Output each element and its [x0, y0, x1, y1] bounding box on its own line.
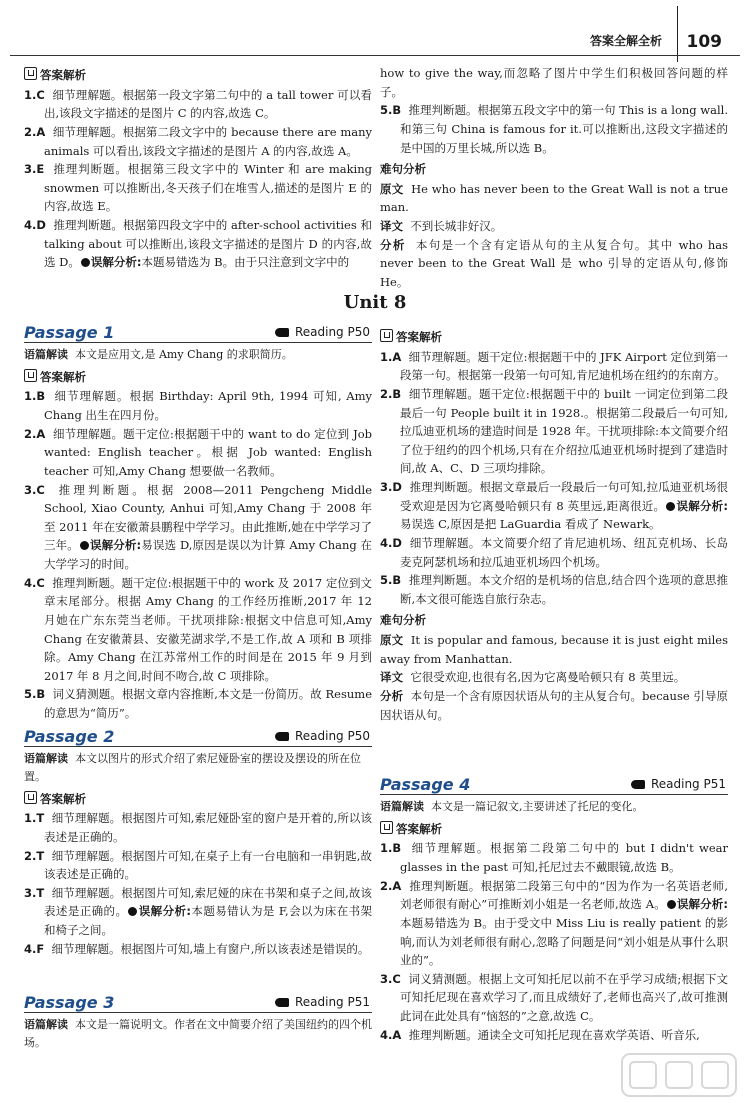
unit-title: Unit 8 — [343, 292, 407, 313]
analysis: 分析 本句是一个含有原因状语从句的主从复合句。because 引导原因状语从句。 — [380, 688, 729, 722]
pointing-hand-icon — [275, 998, 289, 1007]
lock-icon — [24, 369, 37, 382]
answer-heading: 答案解析 — [24, 790, 372, 809]
translation: 译文 不到长城非好汉。 — [380, 219, 503, 233]
answer-item: 3.E 推理判断题。根据第三段文字中的 Winter 和 are making snowmen 可以推断出,冬天孩子们在堆雪人,描述的是图片 E 的内容,故选 E。 — [24, 162, 372, 214]
lock-icon — [380, 329, 393, 342]
continued-text: how to give the way,而忽略了图片中学生们积极回答问题的样子。 — [380, 66, 728, 99]
error-bullet-icon — [666, 502, 675, 511]
top-left-section — [24, 64, 372, 272]
passage-3 — [24, 992, 372, 1056]
lock-icon — [24, 791, 37, 804]
answer-item: 3.C 推理判断题。根据 2008—2011 Pengcheng Middle School, Xiao County, Anhui 可知,Amy Chang 于 2008 年至 2011 年在安徽萧县鹏程中学学习。由此推断,她在中学学习了三年。 误解分析:易误选 D,原因是误以为计算 Amy Chang 在大学学习的时间。 — [24, 482, 373, 572]
page-header — [0, 0, 750, 60]
passage-header — [24, 726, 372, 747]
passage-title: Passage 4 — [380, 775, 471, 794]
answer-heading: 答案解析 — [380, 820, 728, 839]
answer-item: 2.A 推理判断题。根据第二段第三句中的“因为作为一名英语老师,刘老师很有耐心”可推断刘小姐是一名老师,故选 A。 误解分析:本题易错选为 B。由于受文中 Miss Liu is really patient 的影响,而认为刘老师很有耐心,忽略了问题是问“刘小姐是从事什么职业的”。 — [380, 878, 728, 968]
answer-item: 2.A 细节理解题。题干定位:根据题干中的 want to do 定位到 Job wanted: English teacher。根据 Job wanted: English teacher 可知,Amy Chang 想要做一名教师。 — [24, 426, 373, 478]
answer-item: 5.B 词义猜测题。根据文章内容推断,本文是一份简历。故 Resume 的意思为“简历”。 — [24, 687, 372, 721]
error-bullet-icon — [81, 258, 90, 267]
error-bullet-icon — [128, 907, 137, 916]
answer-item: 1.B 细节理解题。根据 Birthday: April 9th, 1994 可知, Amy Chang 出生在四月份。 — [24, 389, 373, 423]
answer-item: 1.A 细节理解题。题干定位:根据题干中的 JFK Airport 定位到第一段第一句。根据第一段第一句可知,肯尼迪机场在纽约的东南方。 — [380, 349, 728, 383]
passage-4 — [380, 774, 728, 1044]
passage-header — [24, 322, 372, 343]
answer-item: 3.D 推理判断题。根据文章最后一段最后一句可知,拉瓜迪亚机场很受欢迎是因为它离曼哈顿只有 8 英里远,距离很近。 误解分析:易误选 C,原因是把 LaGuardia 看成了 Newark。 — [380, 480, 729, 532]
reading-reference: Reading P50 — [275, 323, 370, 342]
answer-item: 3.C 词义猜测题。根据上文可知托尼以前不在乎学习成绩;根据下文可知托尼现在喜欢学习了,而且成绩好了,老师也高兴了,故可推测此词在此处具有“恼怒的”之意,故选 C。 — [380, 971, 729, 1024]
translation: 译文 它很受欢迎,也很有名,因为它离曼哈顿只有 8 英里远。 — [380, 670, 686, 685]
passage-intro: 语篇解读 本文是一篇记叙文,主要讲述了托尼的变化。 — [380, 800, 644, 813]
lock-icon — [24, 67, 37, 80]
analysis: 分析 本句是一个含有定语从句的主从复合句。其中 who has never been to the Great Wall 是 who 引导的定语从句,修饰 He。 — [380, 237, 729, 289]
passage-header — [24, 992, 372, 1013]
original-sentence: 原文 He who has never been to the Great Wall is not a true man. — [380, 181, 729, 215]
answer-item: 5.B 推理判断题。根据第五段文字中的第一句 This is a long wall.和第三句 China is famous for it.可以推断出,这段文字描述的是中国的万里长城,所以选 B。 — [380, 103, 729, 155]
answer-item: 2.T 细节理解题。根据图片可知,在桌子上有一台电脑和一串钥匙,故该表述是正确的。 — [24, 848, 373, 882]
lock-icon — [380, 821, 393, 834]
answer-item: 2.A 细节理解题。根据第二段文字中的 because there are many animals 可以看出,该段文字描述的是图片 A 的内容,故选 A。 — [24, 124, 372, 158]
passage-2 — [24, 726, 372, 958]
pointing-hand-icon — [275, 732, 289, 741]
header-label: 答案全解全析 — [589, 34, 662, 48]
pointing-hand-icon — [275, 328, 289, 337]
answer-item: 1.B 细节理解题。根据第二段第二句中的 but I didn't wear glasses in the past 可知,托尼过去不戴眼镜,故选 B。 — [380, 841, 728, 875]
reading-reference: Reading P50 — [275, 727, 370, 746]
reading-reference: Reading P51 — [275, 993, 370, 1012]
passage-1 — [24, 322, 372, 723]
answer-item: 2.B 细节理解题。题干定位:根据题干中的 built 一词定位到第二段最后一句 People built it in 1928.。根据第二段最后一句可知,拉瓜迪亚机场的建造时间是 1928 年。干扰项排除:本文简要介绍了位于纽约的四个机场,只有在介绍拉瓜迪亚机场时提到了建造时间,故 A、C、D 三项均排除。 — [380, 386, 728, 476]
passage-header — [380, 774, 728, 795]
top-right-section — [380, 64, 728, 292]
reading-reference: Reading P51 — [631, 775, 726, 794]
header-rule — [10, 55, 740, 56]
answer-item: 5.B 推理判断题。本文介绍的是机场的信息,结合四个选项的意思推断,本文很可能选自旅行杂志。 — [380, 573, 728, 606]
answer-item: 3.T 细节理解题。根据图片可知,索尼娅的床在书架和桌子之间,故该表述是正确的。 误解分析:本题易错认为是 F,会以为床在书架和椅子之间。 — [24, 885, 373, 937]
answer-item: 4.F 细节理解题。根据图片可知,墙上有窗户,所以该表述是错误的。 — [24, 941, 370, 956]
answer-item: 1.T 细节理解题。根据图片可知,索尼娅卧室的窗户是开着的,所以该表述是正确的。 — [24, 811, 373, 844]
answer-item: 4.D 细节理解题。本文简要介绍了肯尼迪机场、纽瓦克机场、长岛麦克阿瑟机场和拉瓜迪亚机场四个机场。 — [380, 535, 729, 569]
error-bullet-icon — [80, 541, 89, 550]
watermark-stamp-icon — [620, 1052, 738, 1098]
page-number: 109 — [686, 32, 722, 52]
passage-title: Passage 3 — [24, 993, 115, 1012]
passage-title: Passage 2 — [24, 727, 115, 746]
pointing-hand-icon — [631, 780, 645, 789]
header-separator — [677, 6, 678, 62]
passage-3-answers — [380, 326, 728, 724]
answer-item: 4.A 推理判断题。通读全文可知托尼现在喜欢学英语、听音乐, — [380, 1027, 700, 1042]
answer-item: 4.C 推理判断题。题干定位:根据题干中的 work 及 2017 定位到文章末尾部分。根据 Amy Chang 的工作经历推断,2017 年 12 月她在广东东莞当老师。干扰项排除:根据文中信息可知,Amy Chang 在安徽萧县、安徽芜湖求学,不是工作,故 A 项和 B 项排除。Amy Chang 在江苏常州工作的时间是在 2015 年 9 月到 2017 年 8 月之间,时间不吻合,故 C 项排除。 — [24, 575, 373, 683]
original-sentence: 原文 It is popular and famous, because it is just eight miles away from Manhattan. — [380, 633, 728, 666]
answer-heading: 答案解析 — [24, 66, 372, 85]
passage-intro: 语篇解读 本文是应用文,是 Amy Chang 的求职简历。 — [24, 348, 293, 361]
error-bullet-icon — [667, 900, 676, 909]
passage-intro: 语篇解读 本文是一篇说明文。作者在文中简要介绍了美国纽约的四个机场。 — [24, 1018, 372, 1049]
answer-item: 4.D 推理判断题。根据第四段文字中的 after-school activities 和 talking about 可以推断出,该段文字描述的是图片 D 的内容,故选 D。 误解分析:本题易错选为 B。由于只注意到文字中的 — [24, 218, 372, 270]
passage-intro: 语篇解读 本文以图片的形式介绍了索尼娅卧室的摆设及摆设的所在位置。 — [24, 752, 361, 783]
answer-heading: 答案解析 — [380, 328, 728, 347]
difficult-sentence-heading: 难句分析 — [380, 613, 426, 628]
passage-title: Passage 1 — [24, 323, 115, 342]
difficult-sentence-heading: 难句分析 — [380, 162, 426, 177]
answer-heading: 答案解析 — [24, 368, 372, 387]
answer-item: 1.C 细节理解题。根据第一段文字第二句中的 a tall tower 可以看出,该段文字描述的是图片 C 的内容,故选 C。 — [24, 87, 372, 121]
